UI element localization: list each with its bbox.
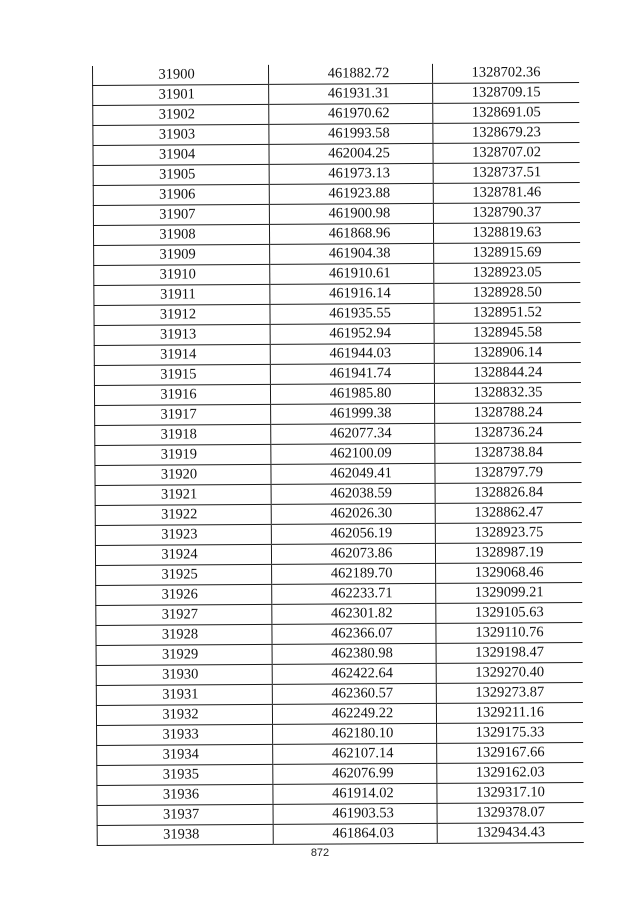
table-row [97, 783, 584, 806]
cell-text: 1329110.76 [475, 624, 544, 641]
table-row [93, 183, 580, 206]
cell-text: 31918 [160, 426, 197, 443]
y-coordinate-cell [433, 143, 580, 164]
y-coordinate-cell [437, 723, 584, 744]
y-coordinate-cell [436, 583, 583, 604]
cell-text: 461941.74 [329, 365, 392, 382]
point-id-cell [96, 684, 272, 705]
point-id-cell [96, 624, 272, 645]
cell-text: 461952.94 [329, 325, 391, 342]
y-coordinate-cell [435, 483, 582, 504]
y-coordinate-cell [434, 343, 581, 364]
point-id-cell [95, 524, 271, 545]
cell-text: 1328679.23 [471, 124, 541, 141]
x-coordinate-cell [270, 243, 434, 264]
point-id-cell [94, 324, 270, 345]
y-coordinate-cell [436, 563, 583, 584]
cell-text: 1328707.02 [472, 144, 542, 161]
x-coordinate-cell [269, 223, 433, 244]
table-row [96, 583, 583, 606]
cell-text: 1328691.05 [471, 104, 541, 121]
x-coordinate-cell [272, 703, 436, 724]
y-coordinate-cell [435, 403, 582, 424]
table-row [95, 463, 582, 486]
point-id-cell [92, 65, 268, 86]
cell-text: 1329162.03 [475, 764, 545, 781]
cell-text: 1329099.21 [474, 584, 544, 601]
cell-text: 31900 [158, 66, 195, 83]
x-coordinate-cell [273, 723, 437, 744]
y-coordinate-cell [437, 823, 584, 844]
table-row [95, 443, 582, 466]
point-id-cell [96, 644, 272, 665]
point-id-cell [97, 724, 273, 745]
cell-text: 1328862.47 [474, 504, 544, 521]
cell-text: 31934 [162, 746, 199, 763]
cell-text: 31912 [159, 306, 197, 323]
y-coordinate-cell [434, 383, 581, 404]
point-id-cell [95, 544, 271, 565]
point-id-cell [93, 124, 269, 145]
x-coordinate-cell [271, 503, 435, 524]
table-row [94, 303, 581, 326]
table-row [96, 663, 583, 686]
y-coordinate-cell [436, 603, 583, 624]
y-coordinate-cell [436, 703, 583, 724]
table-row [96, 703, 583, 726]
cell-text: 462076.99 [331, 765, 394, 782]
x-coordinate-cell [271, 443, 435, 464]
y-coordinate-cell [435, 543, 582, 564]
cell-text: 31911 [159, 286, 196, 303]
cell-text: 1329270.40 [475, 664, 545, 681]
cell-text: 31908 [159, 226, 196, 243]
point-id-cell [93, 224, 269, 245]
x-coordinate-cell [271, 403, 435, 424]
y-coordinate-cell [437, 783, 584, 804]
x-coordinate-cell [269, 203, 433, 224]
cell-text: 31936 [162, 786, 200, 803]
cell-text: 31903 [158, 126, 196, 143]
table-row [93, 163, 580, 186]
cell-text: 462073.86 [330, 545, 393, 562]
x-coordinate-cell [272, 563, 436, 584]
cell-text: 1328781.46 [472, 184, 542, 201]
y-coordinate-cell [433, 203, 580, 224]
cell-text: 31914 [160, 346, 197, 363]
cell-text: 31909 [159, 246, 196, 263]
cell-text: 1328790.37 [472, 204, 542, 221]
x-coordinate-cell [273, 803, 437, 824]
cell-text: 1328923.75 [474, 524, 544, 541]
cell-text: 31927 [161, 606, 199, 623]
cell-text: 1329198.47 [475, 644, 545, 661]
point-id-cell [96, 564, 272, 585]
cell-text: 461973.13 [328, 165, 391, 182]
y-coordinate-cell [434, 303, 581, 324]
point-id-cell [95, 424, 271, 445]
cell-text: 1328788.24 [473, 404, 543, 421]
cell-text: 1328844.24 [473, 364, 543, 381]
page-number: 872 [310, 847, 330, 859]
y-coordinate-cell [435, 423, 582, 444]
point-id-cell [96, 584, 272, 605]
point-id-cell [93, 184, 269, 205]
table-row [94, 243, 581, 266]
cell-text: 31922 [161, 506, 198, 523]
x-coordinate-cell [269, 83, 433, 104]
cell-text: 1328951.52 [473, 304, 542, 321]
cell-text: 31915 [160, 366, 197, 383]
x-coordinate-cell [268, 64, 432, 85]
cell-text: 31907 [159, 206, 196, 223]
table-row [92, 63, 579, 85]
table-row [96, 603, 583, 626]
point-id-cell [95, 404, 271, 425]
x-coordinate-cell [271, 483, 435, 504]
table-row [95, 423, 582, 446]
point-id-cell [97, 824, 273, 845]
table-row [97, 803, 584, 826]
cell-text: 31938 [163, 826, 200, 843]
cell-text: 461993.58 [328, 125, 390, 142]
cell-text: 1329175.33 [475, 724, 545, 741]
cell-text: 461931.31 [327, 85, 390, 102]
cell-text: 31933 [162, 726, 199, 743]
point-id-cell [93, 144, 269, 165]
cell-text: 1329317.10 [475, 784, 545, 801]
point-id-cell [93, 164, 269, 185]
cell-text: 462422.64 [331, 665, 394, 682]
y-coordinate-cell [433, 183, 580, 204]
cell-text: 461923.88 [328, 185, 391, 202]
point-id-cell [96, 604, 272, 625]
cell-text: 461900.98 [328, 205, 391, 222]
x-coordinate-cell [270, 303, 434, 324]
point-id-cell [97, 784, 273, 805]
cell-text: 461910.61 [328, 265, 391, 282]
y-coordinate-cell [434, 243, 581, 264]
point-id-cell [96, 664, 272, 685]
y-coordinate-cell [435, 443, 582, 464]
x-coordinate-cell [272, 623, 436, 644]
point-id-cell [94, 284, 270, 305]
cell-text: 31926 [161, 586, 198, 603]
cell-text: 462107.14 [331, 745, 394, 762]
table-row [94, 323, 581, 346]
table-row [95, 523, 582, 546]
cell-text: 31923 [161, 526, 198, 543]
y-coordinate-cell [434, 263, 581, 284]
cell-text: 461935.55 [329, 305, 391, 322]
cell-text: 1328819.63 [472, 224, 542, 241]
cell-text: 1328738.84 [473, 444, 543, 461]
point-id-cell [94, 264, 270, 285]
y-coordinate-cell [434, 363, 581, 384]
table-row [93, 123, 580, 146]
y-coordinate-cell [433, 223, 580, 244]
x-coordinate-cell [270, 343, 434, 364]
cell-text: 461985.80 [329, 385, 392, 402]
cell-text: 31925 [161, 566, 198, 583]
x-coordinate-cell [270, 323, 434, 344]
cell-text: 31901 [158, 86, 195, 103]
cell-text: 31921 [160, 486, 198, 503]
cell-text: 31930 [162, 666, 199, 683]
cell-text: 31929 [161, 646, 199, 663]
y-coordinate-cell [432, 63, 579, 83]
table-row [96, 623, 583, 646]
x-coordinate-cell [269, 183, 433, 204]
point-id-cell [94, 364, 270, 385]
x-coordinate-cell [271, 523, 435, 544]
x-coordinate-cell [271, 423, 435, 444]
table-row [94, 263, 581, 286]
cell-text: 31931 [162, 686, 199, 703]
y-coordinate-cell [437, 743, 584, 764]
cell-text: 461882.72 [327, 65, 390, 82]
cell-text: 31924 [161, 546, 198, 563]
cell-text: 461903.53 [332, 805, 394, 822]
table-row [96, 643, 583, 666]
point-id-cell [94, 304, 270, 325]
cell-text: 31928 [161, 626, 199, 643]
x-coordinate-cell [269, 103, 433, 124]
x-coordinate-cell [272, 603, 436, 624]
cell-text: 31932 [162, 706, 199, 723]
cell-text: 461970.62 [327, 105, 390, 122]
cell-text: 461904.38 [328, 245, 391, 262]
cell-text: 462233.71 [330, 585, 393, 602]
cell-text: 31919 [160, 446, 198, 463]
coordinate-table-body [92, 63, 583, 845]
cell-text: 461868.96 [328, 225, 391, 242]
cell-text: 1328906.14 [473, 344, 543, 361]
x-coordinate-cell [269, 163, 433, 184]
cell-text: 462056.19 [330, 525, 393, 542]
x-coordinate-cell [269, 123, 433, 144]
table-row [95, 483, 582, 506]
table-row [94, 363, 581, 386]
cell-text: 1329105.63 [474, 604, 544, 621]
point-id-cell [95, 504, 271, 525]
cell-text: 1328987.19 [474, 544, 544, 561]
cell-text: 462249.22 [331, 705, 394, 722]
x-coordinate-cell [273, 823, 437, 844]
y-coordinate-cell [437, 763, 584, 784]
point-id-cell [94, 244, 270, 265]
x-coordinate-cell [272, 683, 436, 704]
cell-text: 461944.03 [329, 345, 392, 362]
coordinate-table [92, 63, 584, 846]
x-coordinate-cell [272, 583, 436, 604]
cell-text: 1329211.16 [475, 704, 545, 721]
cell-text: 462026.30 [330, 505, 393, 522]
y-coordinate-cell [437, 803, 584, 824]
x-coordinate-cell [273, 743, 437, 764]
table-row [94, 343, 581, 366]
cell-text: 31920 [160, 466, 198, 483]
cell-text: 1328736.24 [473, 424, 543, 441]
x-coordinate-cell [270, 283, 434, 304]
y-coordinate-cell [434, 323, 581, 344]
table-row [94, 283, 581, 306]
cell-text: 1328709.15 [471, 84, 541, 101]
table-row [93, 83, 580, 106]
point-id-cell [93, 84, 269, 105]
cell-text: 462301.82 [330, 605, 393, 622]
table-row [93, 103, 580, 126]
cell-text: 31917 [160, 406, 197, 423]
table-row [93, 203, 580, 226]
cell-text: 462077.34 [329, 425, 392, 442]
cell-text: 1328832.35 [473, 384, 543, 401]
cell-text: 462049.41 [330, 465, 392, 482]
cell-text: 31902 [158, 106, 195, 123]
table-row [95, 543, 582, 566]
y-coordinate-cell [433, 83, 580, 104]
cell-text: 461864.03 [332, 825, 395, 842]
cell-text: 1328737.51 [472, 164, 542, 181]
x-coordinate-cell [272, 643, 436, 664]
y-coordinate-cell [433, 163, 580, 184]
point-id-cell [95, 444, 271, 465]
x-coordinate-cell [273, 763, 437, 784]
x-coordinate-cell [273, 783, 437, 804]
x-coordinate-cell [269, 143, 433, 164]
cell-text: 1328702.36 [471, 64, 541, 81]
x-coordinate-cell [272, 663, 436, 684]
point-id-cell [95, 464, 271, 485]
x-coordinate-cell [271, 543, 435, 564]
cell-text: 31935 [162, 766, 200, 783]
table-row [97, 763, 584, 786]
cell-text: 1329068.46 [474, 564, 544, 581]
point-id-cell [97, 744, 273, 765]
y-coordinate-cell [436, 643, 583, 664]
table-row [97, 823, 584, 846]
cell-text: 31937 [162, 806, 200, 823]
point-id-cell [94, 384, 270, 405]
y-coordinate-cell [433, 123, 580, 144]
cell-text: 1328928.50 [472, 284, 542, 301]
cell-text: 1329434.43 [476, 824, 546, 841]
cell-text: 31904 [158, 146, 196, 163]
cell-text: 462360.57 [331, 685, 394, 702]
point-id-cell [96, 704, 272, 725]
x-coordinate-cell [270, 263, 434, 284]
table-row [95, 503, 582, 526]
cell-text: 1328826.84 [474, 484, 544, 501]
y-coordinate-cell [435, 503, 582, 524]
y-coordinate-cell [436, 623, 583, 644]
cell-text: 462038.59 [330, 485, 392, 502]
cell-text: 461914.02 [332, 785, 394, 802]
table-row [94, 383, 581, 406]
cell-text: 1328797.79 [474, 464, 543, 481]
x-coordinate-cell [271, 463, 435, 484]
y-coordinate-cell [435, 523, 582, 544]
table-row [97, 743, 584, 766]
cell-text: 462180.10 [331, 725, 394, 742]
x-coordinate-cell [270, 363, 434, 384]
y-coordinate-cell [435, 463, 582, 484]
cell-text: 31910 [159, 266, 196, 283]
cell-text: 462366.07 [331, 625, 393, 642]
table-row [97, 723, 584, 746]
cell-text: 461999.38 [329, 405, 392, 422]
cell-text: 31913 [159, 326, 197, 343]
cell-text: 461916.14 [329, 285, 391, 302]
cell-text: 462004.25 [328, 145, 390, 162]
point-id-cell [97, 804, 273, 825]
cell-text: 31905 [158, 166, 196, 183]
table-row [93, 223, 580, 246]
table-row [95, 403, 582, 426]
cell-text: 1328923.05 [472, 264, 542, 281]
table-row [96, 563, 583, 586]
x-coordinate-cell [270, 383, 434, 404]
y-coordinate-cell [434, 283, 581, 304]
y-coordinate-cell [436, 683, 583, 704]
cell-text: 1329167.66 [475, 744, 545, 761]
cell-text: 1328915.69 [472, 244, 542, 261]
point-id-cell [94, 344, 270, 365]
table-row [96, 683, 583, 706]
cell-text: 462380.98 [331, 645, 393, 662]
cell-text: 1329378.07 [476, 804, 546, 821]
cell-text: 31906 [159, 186, 196, 203]
point-id-cell [93, 204, 269, 225]
cell-text: 462189.70 [330, 565, 393, 582]
cell-text: 31916 [160, 386, 197, 403]
point-id-cell [93, 104, 269, 125]
cell-text: 1329273.87 [475, 684, 545, 701]
point-id-cell [95, 484, 271, 505]
y-coordinate-cell [433, 103, 580, 124]
y-coordinate-cell [436, 663, 583, 684]
cell-text: 1328945.58 [473, 324, 543, 341]
point-id-cell [97, 764, 273, 785]
table-row [93, 143, 580, 166]
cell-text: 462100.09 [330, 445, 392, 462]
